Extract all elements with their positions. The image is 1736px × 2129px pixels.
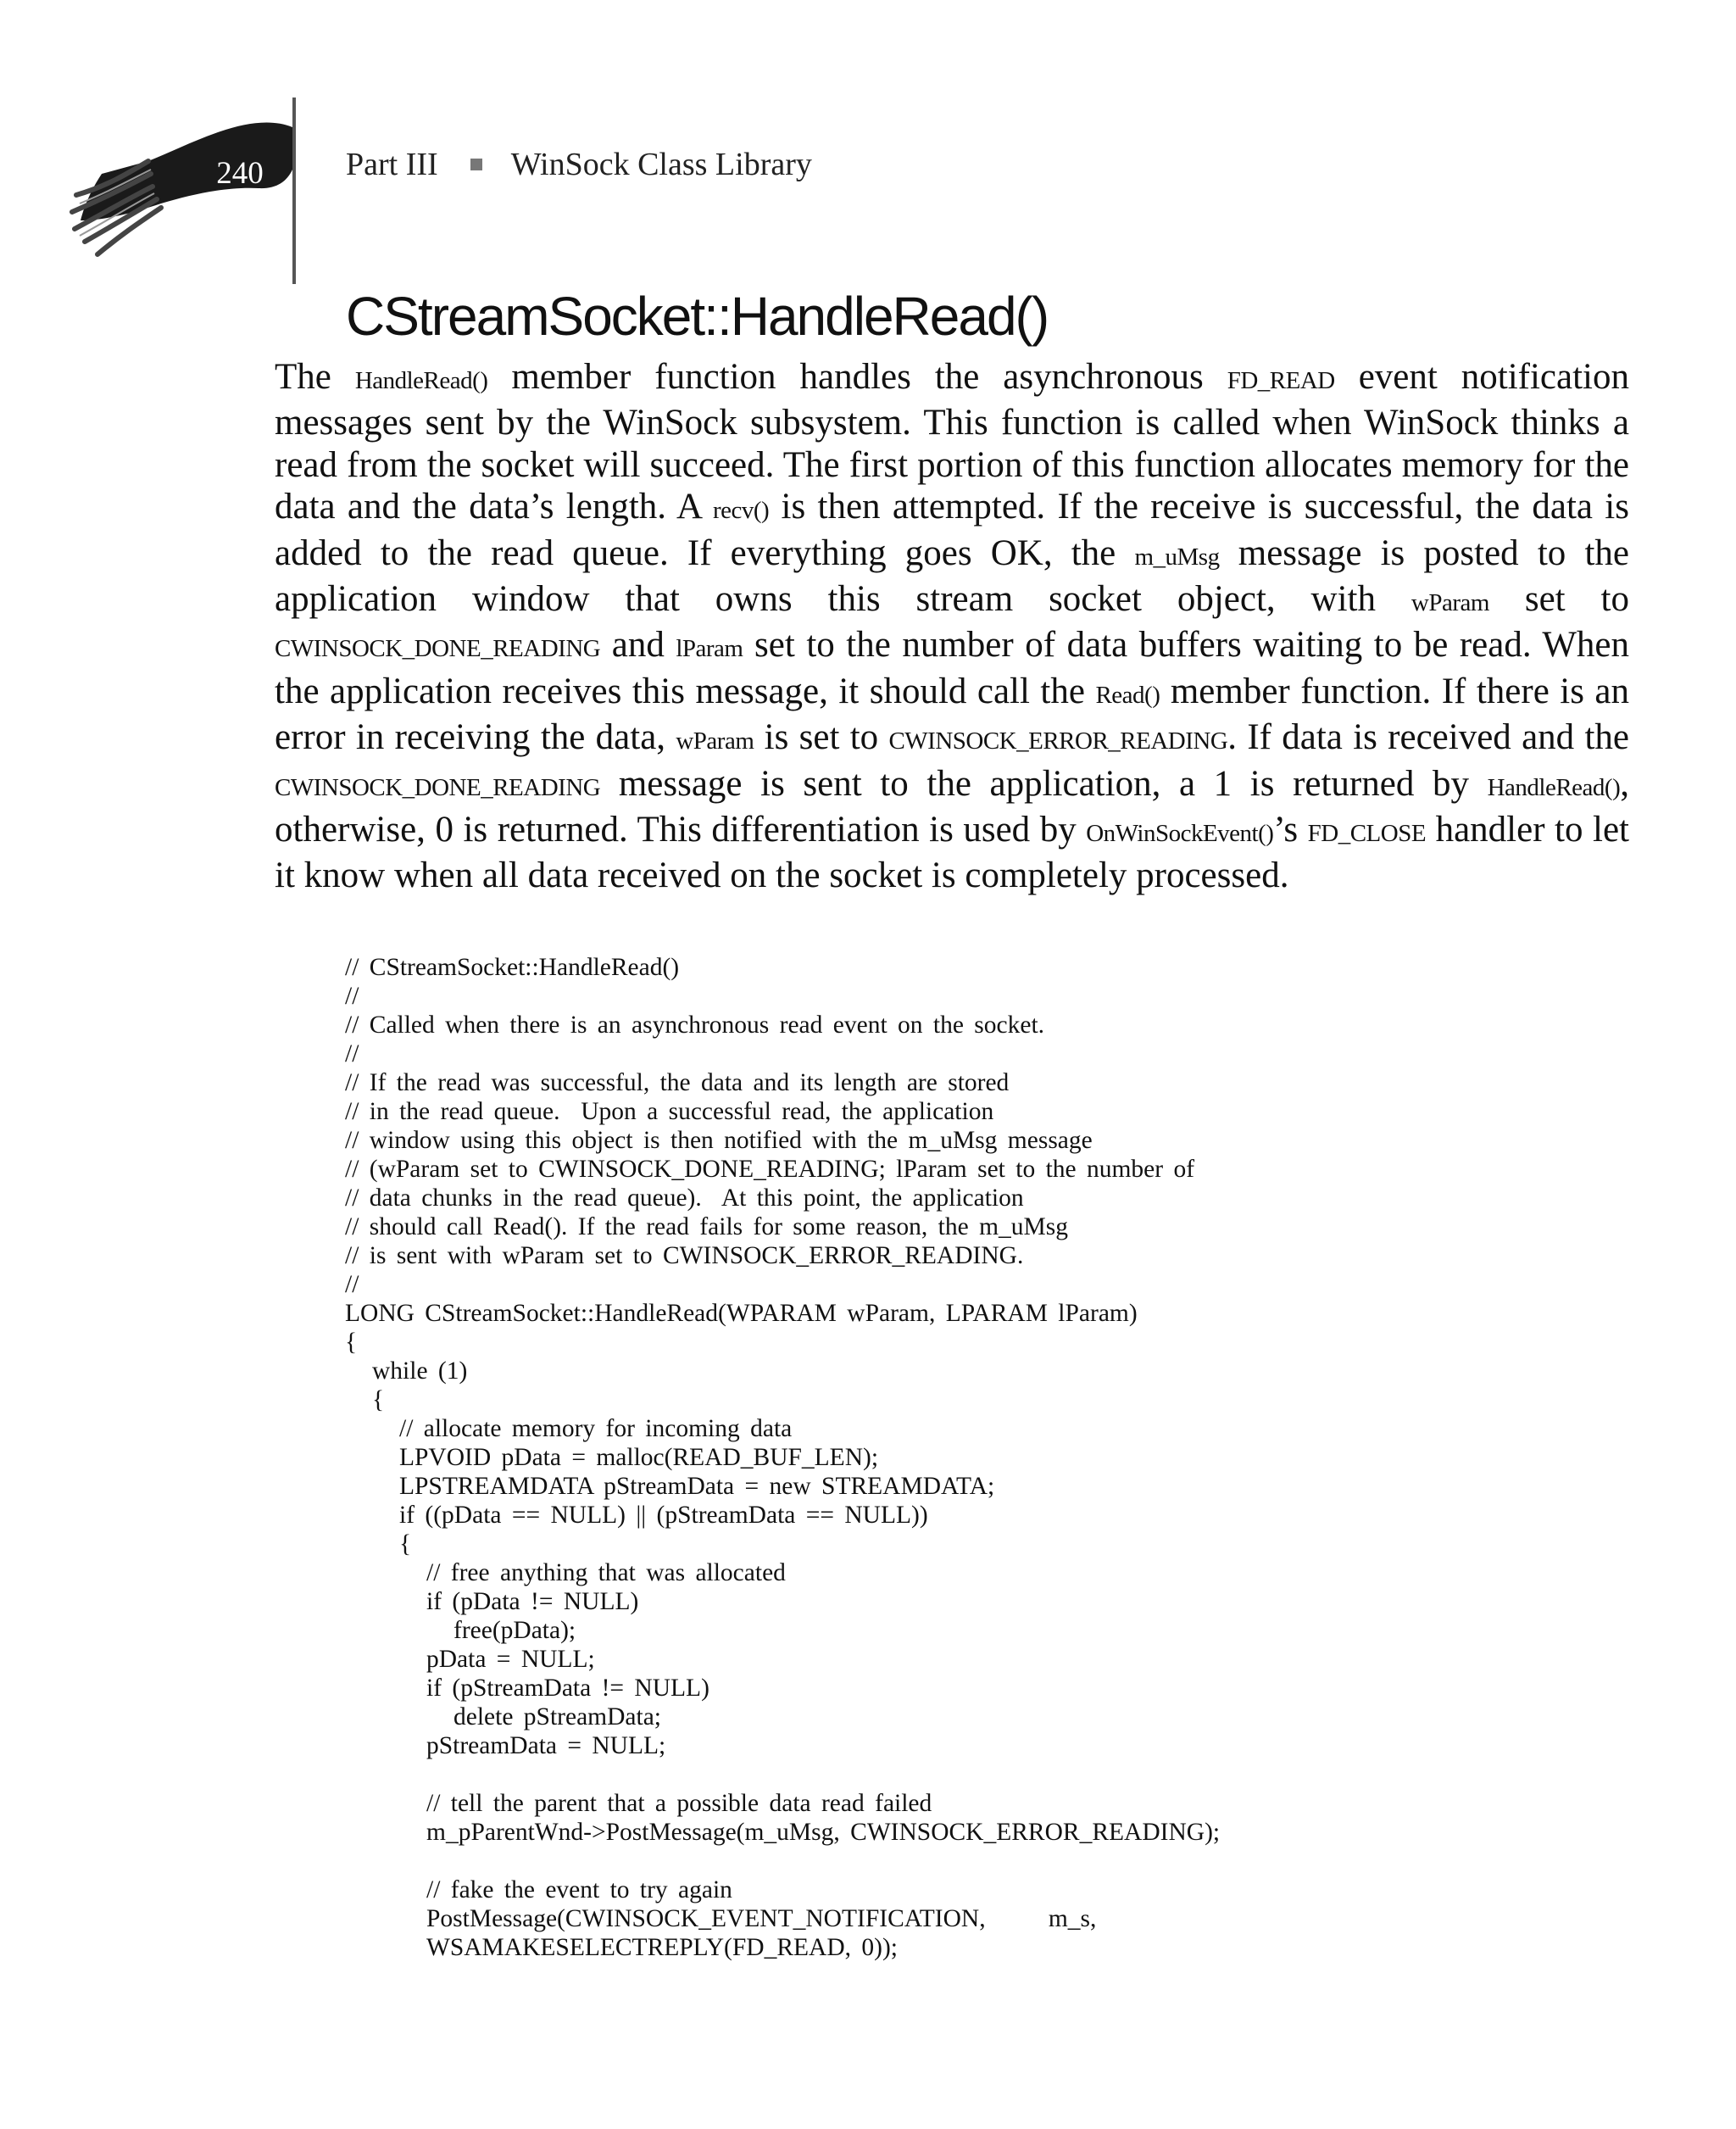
code-line: // is sent with wParam set to CWINSOCK_ERROR_READING. — [345, 1242, 1024, 1269]
paragraph-text: message is sent to the application, a 1 is returned by — [600, 763, 1488, 804]
body-paragraph — [275, 356, 1629, 897]
inline-code: Read() — [1095, 681, 1160, 709]
inline-code: FD_READ — [1227, 367, 1335, 394]
inline-code: recv() — [712, 497, 770, 525]
paragraph-text: handler to let it know when all data received on the socket is completely processed. — [275, 810, 1629, 896]
paragraph-text: . If data is received and the — [1227, 717, 1629, 758]
code-line: while (1) — [372, 1357, 468, 1385]
code-line: // (wParam set to CWINSOCK_DONE_READING; lParam set to the number of — [345, 1156, 1195, 1183]
code-listing — [345, 953, 1633, 1962]
code-line: // window using this object is then notified with the m_uMsg message — [345, 1127, 1093, 1154]
inline-code: lParam — [676, 635, 743, 663]
paragraph-text: member function. If there is an error in receiving the data, — [275, 671, 1630, 758]
code-line: // — [345, 1271, 359, 1298]
separator-square-icon — [470, 159, 482, 170]
code-line: // data chunks in the read queue). At this point, the application — [345, 1184, 1024, 1212]
paragraph-text: member function handles the asynchronous — [487, 357, 1227, 397]
inline-code: CWINSOCK_ERROR_READING — [888, 727, 1228, 755]
inline-code: m_uMsg — [1134, 543, 1220, 571]
page-number: 240 — [216, 156, 264, 191]
page-flag-graphic — [68, 93, 322, 288]
code-line: PostMessage(CWINSOCK_EVENT_NOTIFICATION, m_s, — [426, 1905, 1097, 1932]
paragraph-text: event notification messages sent by the WinSock subsystem. This function is called when WinSock thinks a read from the socket will succeed. The first portion of this function allocates memory for the data and the data’s length. A — [275, 357, 1630, 527]
code-line: LPVOID pData = malloc(READ_BUF_LEN); — [399, 1444, 879, 1471]
code-line: { — [372, 1386, 385, 1413]
paragraph-text: The — [275, 357, 355, 397]
code-line: delete pStreamData; — [453, 1703, 661, 1731]
paragraph-text: set to — [1488, 579, 1629, 620]
inline-code: OnWinSockEvent() — [1086, 820, 1274, 848]
code-line: // in the read queue. Upon a successful read, the application — [345, 1098, 994, 1125]
code-line: { — [399, 1530, 412, 1558]
code-line: // CStreamSocket::HandleRead() — [345, 954, 680, 981]
code-line: // — [345, 1040, 359, 1067]
code-line: free(pData); — [453, 1617, 576, 1644]
section-title: CStreamSocket::HandleRead() — [346, 286, 1049, 347]
code-line: pStreamData = NULL; — [426, 1732, 666, 1759]
paragraph-text: message is posted to the application window that owns this stream socket object, with — [275, 532, 1629, 620]
inline-code: CWINSOCK_DONE_READING — [275, 773, 601, 801]
code-line: // tell the parent that a possible data read failed — [426, 1790, 932, 1817]
code-line: if (pData != NULL) — [426, 1588, 639, 1615]
inline-code: HandleRead() — [354, 367, 488, 394]
paragraph-text: is set to — [754, 717, 889, 758]
running-head — [346, 146, 812, 183]
inline-code: CWINSOCK_DONE_READING — [275, 635, 601, 663]
code-line: // fake the event to try again — [426, 1876, 732, 1903]
paragraph-text: is then attempted. If the receive is successful, the data is added to the read queue. If everything goes OK, the — [275, 487, 1629, 573]
code-line: // allocate memory for incoming data — [399, 1415, 793, 1442]
code-line: m_pParentWnd->PostMessage(m_uMsg, CWINSOCK_ERROR_READING); — [426, 1819, 1221, 1846]
paragraph-text: ’s — [1273, 810, 1308, 850]
inline-code: wParam — [676, 727, 754, 755]
inline-code: FD_CLOSE — [1307, 820, 1427, 848]
code-line: // should call Read(). If the read fails for some reason, the m_uMsg — [345, 1213, 1068, 1240]
code-line: LONG CStreamSocket::HandleRead(WPARAM wParam, LPARAM lParam) — [345, 1300, 1138, 1327]
code-line: // free anything that was allocated — [426, 1559, 786, 1586]
code-line: if (pStreamData != NULL) — [426, 1675, 709, 1702]
part-label: Part III — [346, 147, 438, 182]
inline-code: wParam — [1410, 589, 1489, 617]
paragraph-text: , otherwise, 0 is returned. This differentiation is used by — [275, 763, 1629, 850]
inline-code: HandleRead() — [1487, 773, 1621, 801]
code-line: { — [345, 1329, 358, 1356]
code-line: LPSTREAMDATA pStreamData = new STREAMDATA; — [399, 1473, 995, 1500]
code-line: // — [345, 983, 359, 1010]
paragraph-text: and — [600, 625, 676, 666]
code-line: // If the read was successful, the data and its length are stored — [345, 1069, 1010, 1096]
code-line — [345, 1847, 1633, 1875]
code-line — [345, 1760, 1633, 1789]
code-line: if ((pData == NULL) || (pStreamData == NULL)) — [399, 1502, 928, 1529]
book-section-label: WinSock Class Library — [510, 147, 812, 182]
code-line: // Called when there is an asynchronous read event on the socket. — [345, 1012, 1045, 1039]
paragraph-text: set to the number of data buffers waiting to be read. When the application receives this message, it should call the — [275, 625, 1629, 711]
code-line: pData = NULL; — [426, 1646, 595, 1673]
code-line: WSAMAKESELECTREPLY(FD_READ, 0)); — [426, 1934, 898, 1961]
